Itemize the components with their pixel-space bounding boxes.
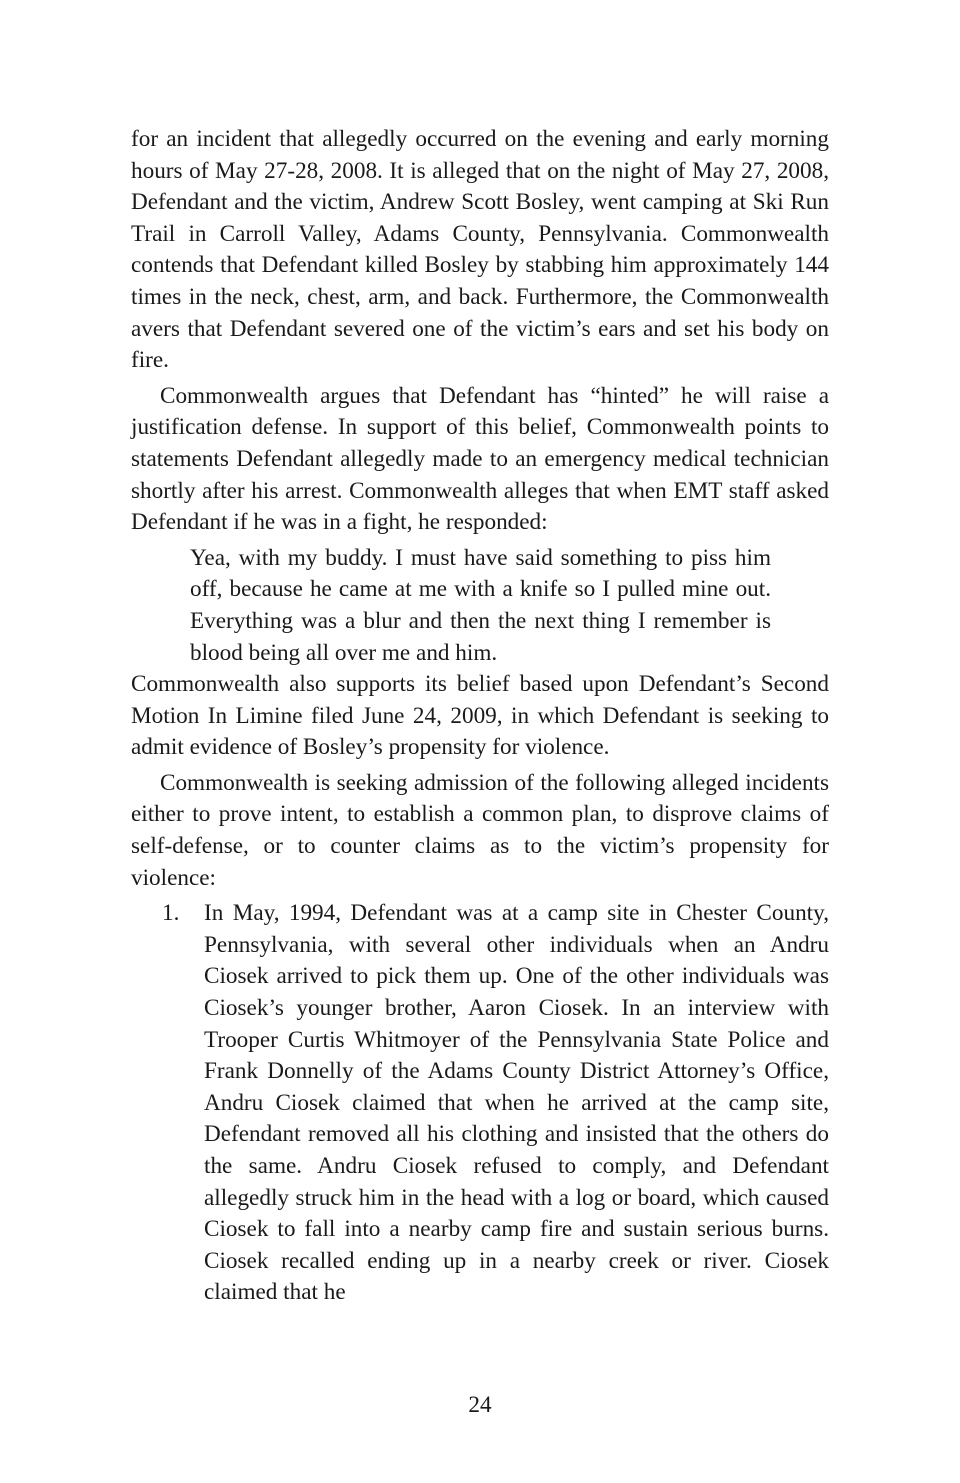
page-number: 24 [468, 1392, 492, 1418]
paragraph-second-motion: Commonwealth also supports its belief based upon Defendant’s Second Motion In Limine filed June 24, 2009, in which Defendant is seeking to admit evidence of Bosley’s propensity for violence. [131, 671, 829, 761]
document-page [131, 124, 829, 1309]
paragraph-admission-sought: Commonwealth is seeking admission of the following alleged incidents either to prove intent, to establish a common plan, to disprove claims of self-defense, or to counter claims as to the victim’s propensity for violence: [131, 769, 829, 891]
list-item-number: 1. [162, 900, 180, 927]
list-item [131, 898, 829, 1309]
block-quote-defendant-statement: Yea, with my buddy. I must have said something to piss him off, because he came at me with a knife so I pulled mine out. Everything was a blur and then the next thing I remember is blood being all over me and him. [190, 544, 771, 666]
list-item-text: In May, 1994, Defendant was at a camp site in Chester County, Pennsylvania, with several other individuals when an Andru Ciosek arrived to pick them up. One of the other individuals was Ciosek’s younger brother, Aaron Ciosek. In an interview with Trooper Curtis Whitmoyer of the Pennsylvania State Police and Frank Donnelly of the Adams County District Attorney’s Office, Andru Ciosek claimed that when he arrived at the camp site, Defendant removed all his clothing and insisted that the others do the same. Andru Ciosek refused to comply, and Defendant allegedly struck him in the head with a log or board, which caused Ciosek to fall into a nearby camp fire and sustain serious burns. Ciosek recalled ending up in a nearby creek or river. Ciosek claimed that he [204, 900, 829, 1306]
paragraph-incident-summary: for an incident that allegedly occurred on the evening and early morning hours of May 27-28, 2008. It is alleged that on the night of May 27, 2008, Defendant and the victim, Andrew Scott Bosley, went camping at Ski Run Trail in Carroll Valley, Adams County, Pennsylvania. Commonwealth contends that Defendant killed Bosley by stabbing him approximately 144 times in the neck, chest, arm, and back. Furthermore, the Commonwealth avers that Defendant severed one of the victim’s ears and set his body on fire. [131, 126, 829, 374]
incident-list [131, 898, 829, 1309]
paragraph-justification-argument: Commonwealth argues that Defendant has “hinted” he will raise a justification defense. In support of this belief, Commonwealth points to statements Defendant allegedly made to an emergency medical technician shortly after his arrest. Commonwealth alleges that when EMT staff asked Defendant if he was in a fight, he responded: [131, 382, 829, 536]
